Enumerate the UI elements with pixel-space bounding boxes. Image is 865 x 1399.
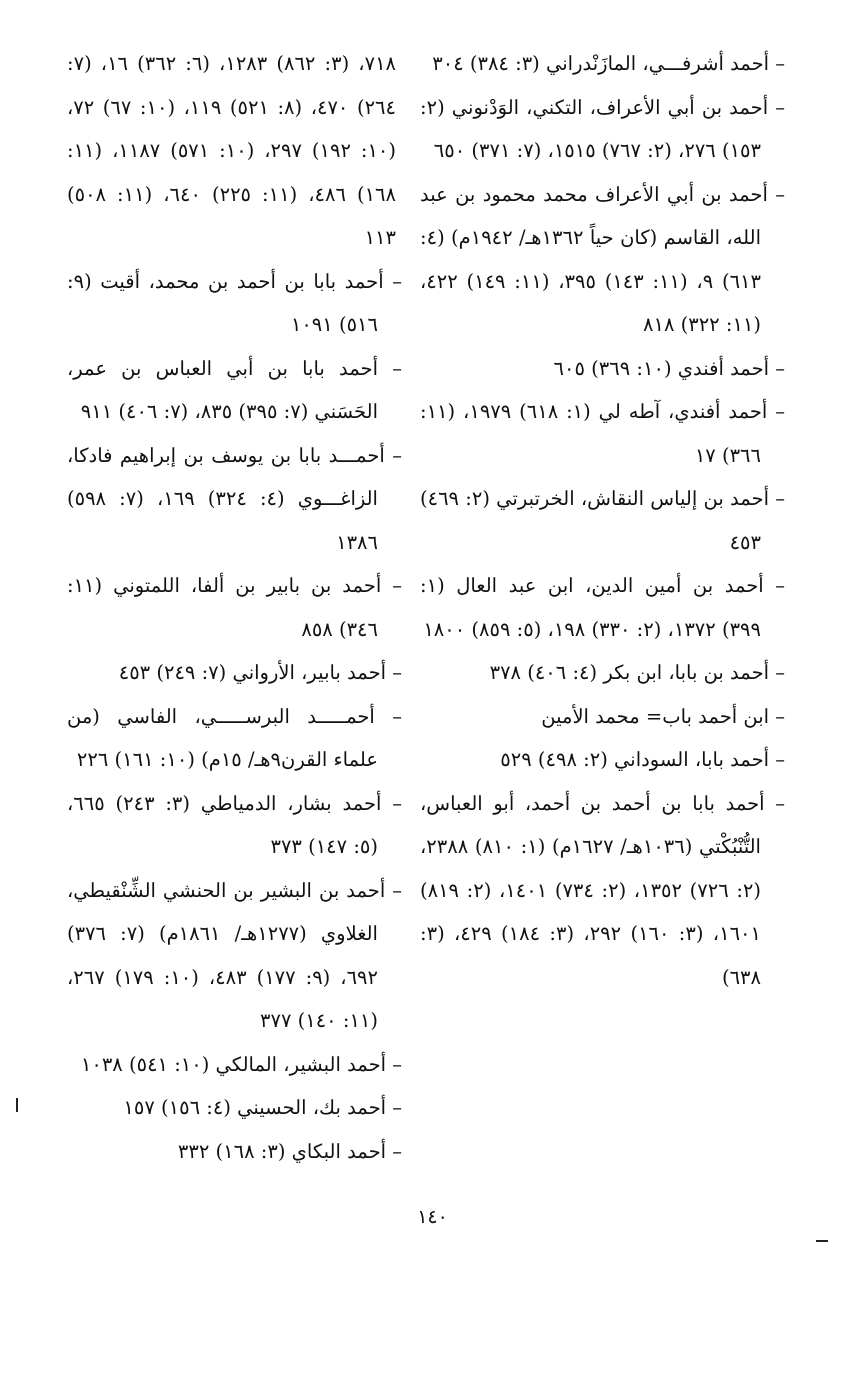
index-entry: – أحمد بشار، الدمياطي (٣: ٢٤٣) ٦٦٥، (٥: ١٤٧) ٣٧٣ bbox=[67, 791, 402, 858]
index-entry: – أحمد أشرفـــي، المازَنْدراني (٣: ٣٨٤) ٣٠٤ bbox=[432, 52, 785, 75]
index-entry: – أحمـــــد البرســـــي، الفاسي (من علماء القرن٩هـ/ ١٥م) (١٠: ١٦١) ٢٢٦ bbox=[67, 704, 402, 771]
index-entry: – أحمد بابير، الأرواني (٧: ٢٤٩) ٤٥٣ bbox=[118, 661, 402, 684]
index-entry: – أحمد البكاي (٣: ١٦٨) ٣٣٢ bbox=[177, 1139, 402, 1163]
scan-mark bbox=[16, 1098, 18, 1112]
index-entry: – أحمد بن البشير بن الحنشي الشِّنْقيطي، الغلاوي (١٢٧٧هـ/ ١٨٦١م) (٧: ٣٧٦) ٦٩٢، (٩: ١٧٧) ٤٨٣، (١٠: ١٧٩) ٢٦٧، (١١: ١٤٠) ٣٧٧ bbox=[67, 878, 402, 1032]
index-entry: – أحمد بن أبي الأعراف، التكني، الوَدْنوني (٢: ١٥٣) ٢٧٦، (٢: ٧٦٧) ١٥١٥، (٧: ٣٧١) ٦٥٠ bbox=[420, 95, 785, 162]
index-entry: – أحمد أفندي، آطه لي (١: ٦١٨) ١٩٧٩، (١١: ٣٦٦) ١٧ bbox=[420, 400, 785, 467]
scan-mark bbox=[816, 1240, 828, 1242]
index-column-right bbox=[420, 42, 785, 999]
index-column-left bbox=[67, 42, 402, 1173]
index-entry: – أحمد بابا بن أحمد بن محمد، أقيت (٩: ٥١٦) ١٠٩١ bbox=[67, 269, 402, 336]
index-entry: – ابن أحمد باب= محمد الأمين bbox=[541, 704, 785, 728]
index-entry: – أحمـــد بابا بن يوسف بن إبراهيم فادكا، الزاغـــوي (٤: ٣٢٤) ١٦٩، (٧: ٥٩٨) ١٣٨٦ bbox=[67, 443, 402, 554]
index-entry: – أحمد بك، الحسيني (٤: ١٥٦) ١٥٧ bbox=[123, 1096, 402, 1119]
index-entry: – أحمد بن إلياس النقاش، الخرتبرتي (٢: ٤٦٩) ٤٥٣ bbox=[420, 487, 785, 554]
index-entry: – أحمد بابا، السوداني (٢: ٤٩٨) ٥٢٩ bbox=[500, 748, 785, 771]
index-entry: – أحمد بابا بن أبي العباس بن عمر، الحَسَني (٧: ٣٩٥) ٨٣٥، (٧: ٤٠٦) ٩١١ bbox=[67, 356, 402, 423]
index-entry: – أحمد البشير، المالكي (١٠: ٥٤١) ١٠٣٨ bbox=[80, 1052, 402, 1076]
index-entry: – أحمد بن بابا، ابن بكر (٤: ٤٠٦) ٣٧٨ bbox=[489, 661, 785, 684]
index-entry: – أحمد بابا بن أحمد بن أحمد، أبو العباس، التُّنْبُكْتي (١٠٣٦هـ/ ١٦٢٧م) (١: ٨١٠) ٢٣٨٨، (٢: ٧٢٦) ١٣٥٢، (٢: ٧٣٤) ١٤٠١، (٢: ٨١٩) ١٦٠١، (٣: ١٦٠) ٢٩٢، (٣: ١٨٤) ٤٢٩، (٣: ٦٣٨) bbox=[420, 791, 785, 989]
index-entry: – أحمد أفندي (١٠: ٣٦٩) ٦٠٥ bbox=[553, 356, 785, 380]
page-number: ١٤٠ bbox=[417, 1206, 448, 1228]
index-entry: – أحمد بن بابير بن ألفا، اللمتوني (١١: ٣٤٦) ٨٥٨ bbox=[67, 574, 402, 641]
index-entry: – أحمد بن أبي الأعراف محمد محمود بن عبد الله، القاسم (كان حياً ١٣٦٢هـ/ ١٩٤٢م) (٤: ٦١٣) ٩، (١١: ١٤٣) ٣٩٥، (١١: ١٤٩) ٤٢٢، (١١: ٣٢٢) ٨١٨ bbox=[420, 182, 785, 336]
index-entry: – أحمد بن أمين الدين، ابن عبد العال (١: ٣٩٩) ١٣٧٢، (٢: ٣٣٠) ١٩٨، (٥: ٨٥٩) ١٨٠٠ bbox=[420, 574, 785, 641]
index-entry-continuation: ٧١٨، (٣: ٨٦٢) ١٢٨٣، (٦: ٣٦٢) ١٦، (٧: ٢٦٤) ٤٧٠، (٨: ٥٢١) ١١٩، (١٠: ٦٧) ٧٢، (١٠: ١٩٢) ٢٩٧، (١٠: ٥٧١) ١١٨٧، (١١: ١٦٨) ٤٨٦، (١١: ٢٢٥) ٦٤٠، (١١: ٥٠٨) ١١٣ bbox=[67, 52, 397, 249]
